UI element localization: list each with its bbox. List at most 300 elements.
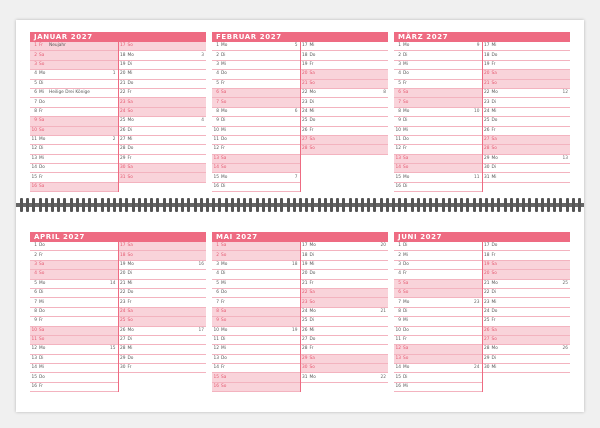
weekday: Sa [403, 155, 409, 161]
day-row [301, 61, 389, 70]
day-row [212, 242, 300, 251]
weekday: Mi [221, 346, 226, 352]
day-number: 8 [216, 108, 219, 114]
weekday: Do [127, 290, 134, 296]
day-number: 19 [302, 61, 308, 67]
day-row [394, 173, 482, 182]
day-row [212, 336, 300, 345]
weekday: Mi [39, 365, 44, 371]
days-column-right [300, 242, 389, 392]
month-title: APRIL 2027 [30, 232, 206, 242]
months-row-top [30, 32, 570, 192]
binding-ring [51, 198, 54, 212]
binding-ring [516, 198, 519, 212]
weekday: Fr [403, 337, 407, 343]
day-row [119, 298, 207, 307]
weekday: So [127, 174, 133, 180]
weekday: Mi [127, 280, 133, 286]
day-number: 10 [395, 327, 401, 333]
weekday: Fr [403, 80, 407, 86]
binding-ring [181, 198, 184, 212]
binding-ring [119, 198, 122, 212]
weekday: Sa [127, 308, 133, 314]
day-number: 19 [302, 261, 308, 267]
day-row [212, 61, 300, 70]
day-row [30, 280, 118, 289]
day-row [30, 261, 118, 270]
month-panel [394, 32, 570, 192]
binding-ring [63, 198, 66, 212]
day-row [394, 345, 482, 354]
day-columns [30, 42, 206, 192]
day-row [394, 70, 482, 79]
weekday: Sa [309, 290, 315, 296]
weekday: Mo [403, 365, 410, 371]
day-number: 10 [213, 127, 219, 133]
weekday: Do [221, 355, 227, 361]
day-number: 15 [31, 374, 37, 380]
day-number: 5 [398, 280, 401, 286]
weekday: Fr [39, 384, 43, 390]
weekday: So [221, 318, 227, 324]
day-number: 7 [216, 99, 219, 105]
day-row [212, 289, 300, 298]
day-row [394, 164, 482, 173]
weekday: Mi [309, 261, 315, 267]
day-number: 3 [398, 61, 401, 67]
binding-ring [249, 198, 252, 212]
day-row [30, 108, 118, 117]
day-number: 3 [34, 261, 37, 267]
day-columns [212, 42, 388, 192]
day-number: 9 [216, 318, 219, 324]
weekday: Do [39, 308, 45, 314]
weekday: So [491, 337, 497, 343]
day-row [394, 145, 482, 154]
binding-ring [411, 198, 414, 212]
weekday: Mi [403, 318, 408, 324]
day-row [30, 298, 118, 307]
day-row [212, 317, 300, 326]
day-row [483, 270, 571, 279]
weekday: Mi [221, 280, 226, 286]
binding-ring [88, 198, 91, 212]
day-row [394, 242, 482, 251]
day-number: 8 [216, 308, 219, 314]
weekday: Do [39, 374, 45, 380]
weekday: Sa [127, 165, 133, 171]
weekday: Do [491, 308, 498, 314]
weekday: Mi [403, 61, 408, 67]
binding-ring [559, 198, 562, 212]
calendar-sheet [16, 20, 584, 412]
day-row [301, 289, 389, 298]
weekday: Mi [491, 365, 497, 371]
day-columns [394, 242, 570, 392]
weekday: Mo [491, 280, 498, 286]
day-number: 29 [484, 355, 490, 361]
day-row [30, 336, 118, 345]
weekday: So [127, 43, 133, 49]
day-row [212, 308, 300, 317]
binding-ring [107, 198, 110, 212]
weekday: Di [491, 99, 497, 105]
binding-ring [212, 198, 215, 212]
day-row [119, 70, 207, 79]
day-row [483, 70, 571, 79]
day-row [119, 61, 207, 70]
weekday: So [221, 384, 227, 390]
day-row [301, 42, 389, 51]
weekday: So [221, 99, 227, 105]
day-number: 17 [302, 43, 308, 49]
day-row [30, 61, 118, 70]
day-number: 26 [484, 327, 490, 333]
binding-ring [497, 198, 500, 212]
weekday: Sa [39, 118, 45, 124]
day-row [394, 61, 482, 70]
day-row [394, 155, 482, 164]
day-row [119, 117, 207, 126]
day-row [212, 136, 300, 145]
binding-ring [45, 198, 48, 212]
binding-ring [125, 198, 128, 212]
week-number: 15 [110, 346, 116, 352]
day-row [119, 382, 207, 390]
day-number: 4 [398, 271, 401, 277]
day-number: 2 [34, 252, 37, 258]
day-row [483, 42, 571, 51]
weekday: Fr [39, 318, 43, 324]
weekday: Mo [127, 261, 134, 267]
day-row [301, 51, 389, 60]
day-row [483, 382, 571, 390]
day-number: 5 [216, 80, 219, 86]
day-row [212, 280, 300, 289]
day-row [394, 373, 482, 382]
weekday: Di [127, 127, 133, 133]
binding-ring [39, 198, 42, 212]
day-number: 10 [395, 127, 401, 133]
day-number: 20 [120, 271, 126, 277]
binding-ring [225, 198, 228, 212]
binding-ring [423, 198, 426, 212]
weekday: Sa [491, 327, 497, 333]
day-number: 16 [395, 384, 401, 390]
day-number: 23 [484, 299, 490, 305]
day-number: 15 [395, 374, 401, 380]
day-number: 28 [302, 346, 308, 352]
day-number: 16 [31, 384, 37, 390]
weekday: Do [221, 290, 227, 296]
binding-ring [311, 198, 314, 212]
binding-ring [138, 198, 141, 212]
day-row [119, 373, 207, 381]
day-number: 3 [34, 61, 37, 67]
day-number: 25 [302, 118, 308, 124]
day-row [483, 298, 571, 307]
weekday: Mo [403, 174, 410, 180]
weekday: Di [491, 290, 497, 296]
weekday: Mi [309, 43, 315, 49]
weekday: Sa [39, 184, 45, 190]
day-number: 3 [398, 261, 401, 267]
day-row [483, 289, 571, 298]
weekday: Do [39, 99, 45, 105]
day-row [483, 355, 571, 364]
day-row [119, 308, 207, 317]
day-row [394, 183, 482, 192]
binding-ring [256, 198, 259, 212]
weekday: Fr [39, 43, 43, 49]
week-number: 26 [562, 346, 568, 352]
weekday: Di [39, 80, 44, 86]
day-number: 21 [120, 280, 126, 286]
weekday: Mi [309, 108, 315, 114]
weekday: Mi [221, 127, 226, 133]
day-number: 22 [484, 290, 490, 296]
weekday: So [309, 299, 315, 305]
binding-ring [504, 198, 507, 212]
weekday: So [39, 61, 45, 67]
day-number: 21 [484, 80, 490, 86]
day-row [30, 270, 118, 279]
day-row [483, 145, 571, 154]
week-number: 18 [292, 261, 298, 267]
binding-ring [287, 198, 290, 212]
weekday: Mo [491, 90, 498, 96]
weekday: Di [221, 184, 226, 190]
day-row [301, 89, 389, 98]
day-row [483, 173, 571, 182]
weekday: Do [39, 165, 45, 171]
weekday: Mi [39, 299, 44, 305]
weekday: Mo [309, 243, 316, 249]
day-number: 17 [484, 243, 490, 249]
spiral-binding [0, 198, 600, 212]
day-number: 23 [484, 99, 490, 105]
weekday: Do [127, 80, 134, 86]
day-number: 21 [302, 280, 308, 286]
day-number: 9 [398, 118, 401, 124]
day-note: Neujahr [49, 43, 66, 49]
days-column-left [212, 242, 300, 392]
day-row [30, 127, 118, 136]
day-number: 6 [216, 90, 219, 96]
day-row [30, 164, 118, 173]
week-number: 21 [380, 308, 386, 314]
weekday: Do [403, 71, 409, 77]
weekday: Mo [491, 155, 498, 161]
day-number: 20 [484, 271, 490, 277]
weekday: So [309, 80, 315, 86]
day-row [119, 280, 207, 289]
weekday: Do [403, 327, 409, 333]
day-row [212, 345, 300, 354]
day-row [301, 280, 389, 289]
day-number: 19 [484, 261, 490, 267]
day-row [30, 308, 118, 317]
day-number: 22 [120, 90, 126, 96]
day-number: 4 [34, 271, 37, 277]
weekday: Di [309, 318, 315, 324]
weekday: Mo [221, 261, 228, 267]
binding-ring [330, 198, 333, 212]
days-column-left [30, 242, 118, 392]
day-number: 25 [120, 318, 126, 324]
day-number: 21 [120, 80, 126, 86]
week-number: 10 [474, 108, 480, 114]
day-number: 6 [398, 290, 401, 296]
weekday: Sa [221, 374, 227, 380]
day-number: 26 [120, 127, 126, 133]
day-number: 28 [484, 346, 490, 352]
weekday: So [39, 127, 45, 133]
day-number: 11 [395, 337, 401, 343]
day-row [119, 261, 207, 270]
day-row [119, 89, 207, 98]
weekday: Di [127, 271, 133, 277]
weekday: Di [403, 118, 408, 124]
binding-ring [417, 198, 420, 212]
binding-ring [485, 198, 488, 212]
day-row [301, 355, 389, 364]
day-number: 18 [302, 252, 308, 258]
day-row [212, 98, 300, 107]
weekday: Di [39, 355, 44, 361]
day-row [212, 327, 300, 336]
binding-ring [194, 198, 197, 212]
binding-ring [460, 198, 463, 212]
binding-ring [299, 198, 302, 212]
weekday: Fr [491, 61, 496, 67]
weekday: Mi [491, 174, 497, 180]
weekday: So [403, 165, 409, 171]
weekday: Fr [403, 146, 407, 152]
month-title: JANUAR 2027 [30, 32, 206, 42]
weekday: Mi [403, 384, 408, 390]
day-row [394, 108, 482, 117]
weekday: Fr [491, 252, 496, 258]
weekday: Mo [403, 299, 410, 305]
day-row [301, 171, 389, 179]
day-number: 17 [120, 43, 126, 49]
day-number: 1 [34, 243, 37, 249]
week-number: 19 [292, 327, 298, 333]
day-row [119, 108, 207, 117]
day-row [301, 117, 389, 126]
day-number: 10 [31, 127, 37, 133]
days-column-right [118, 42, 207, 192]
day-row [119, 145, 207, 154]
day-number: 4 [216, 71, 219, 77]
binding-ring [76, 198, 79, 212]
day-row [301, 308, 389, 317]
day-row [483, 364, 571, 373]
binding-ring [101, 198, 104, 212]
binding-ring [293, 198, 296, 212]
weekday: Do [309, 118, 316, 124]
day-number: 13 [395, 355, 401, 361]
day-row [212, 364, 300, 373]
day-row [483, 98, 571, 107]
weekday: So [491, 80, 497, 86]
day-number: 2 [34, 52, 37, 58]
binding-ring [392, 198, 395, 212]
day-number: 21 [302, 80, 308, 86]
day-row [119, 155, 207, 164]
weekday: Fr [127, 90, 132, 96]
binding-ring [473, 198, 476, 212]
day-number: 31 [120, 174, 126, 180]
day-row [212, 183, 300, 192]
binding-ring [94, 198, 97, 212]
binding-ring [547, 198, 550, 212]
day-number: 23 [120, 299, 126, 305]
day-number: 23 [120, 99, 126, 105]
day-number: 15 [213, 174, 219, 180]
day-row [30, 355, 118, 364]
day-number: 27 [120, 137, 126, 143]
weekday: Fr [403, 271, 407, 277]
day-number: 17 [120, 243, 126, 249]
month-title: JUNI 2027 [394, 232, 570, 242]
day-row [483, 89, 571, 98]
weekday: So [491, 146, 497, 152]
days-column-left [212, 42, 300, 192]
day-number: 28 [120, 346, 126, 352]
week-number: 12 [562, 90, 568, 96]
day-row [394, 364, 482, 373]
weekday: Do [127, 355, 134, 361]
day-row [301, 327, 389, 336]
day-number: 14 [395, 365, 401, 371]
day-row [212, 251, 300, 260]
weekday: Fr [127, 299, 132, 305]
day-number: 1 [398, 243, 401, 249]
day-number: 19 [120, 61, 126, 67]
weekday: Do [491, 243, 498, 249]
binding-ring [355, 198, 358, 212]
binding-ring [218, 198, 221, 212]
binding-ring [578, 198, 581, 212]
day-number: 24 [120, 108, 126, 114]
weekday: Fr [221, 80, 225, 86]
weekday: Mo [221, 327, 228, 333]
day-number: 4 [34, 71, 37, 77]
day-row [394, 355, 482, 364]
month-panel [212, 32, 388, 192]
day-number: 22 [484, 90, 490, 96]
day-number: 31 [302, 374, 308, 380]
day-number: 8 [398, 308, 401, 314]
week-number: 3 [201, 52, 204, 58]
day-row [483, 117, 571, 126]
day-number: 30 [484, 365, 490, 371]
weekday: Mo [403, 43, 410, 49]
weekday: Fr [39, 174, 43, 180]
day-row [483, 308, 571, 317]
day-number: 10 [213, 327, 219, 333]
weekday: Fr [39, 252, 43, 258]
day-number: 25 [302, 318, 308, 324]
day-number: 12 [395, 346, 401, 352]
weekday: Di [403, 184, 408, 190]
day-number: 19 [484, 61, 490, 67]
weekday: Di [221, 52, 226, 58]
day-row [394, 251, 482, 260]
day-number: 18 [120, 252, 126, 258]
